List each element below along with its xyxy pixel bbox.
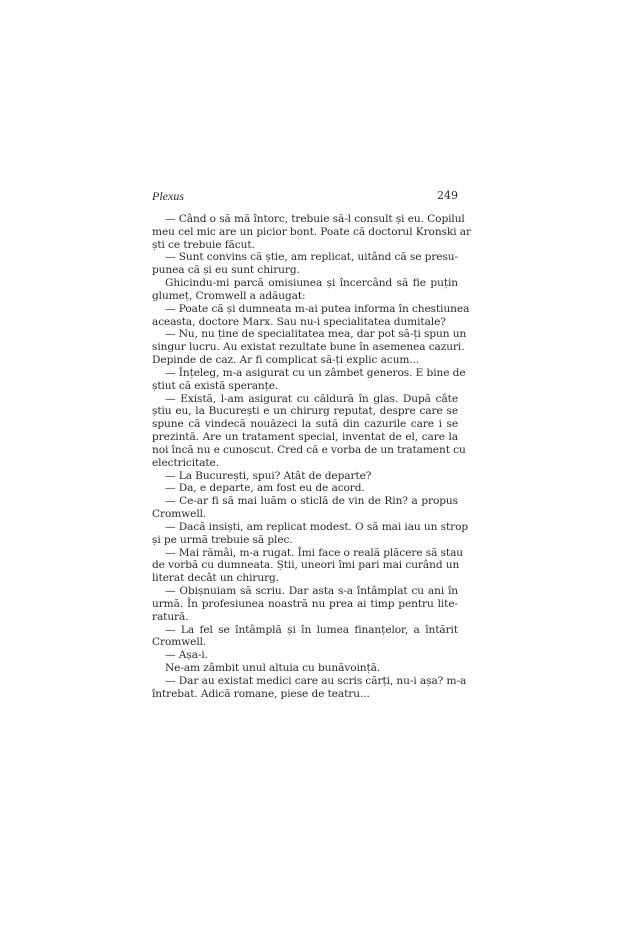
text-line: — Sunt convins că știe, am replicat, uitând că se presu- xyxy=(165,251,458,264)
paragraph xyxy=(152,328,467,367)
text-line: — Mai rămâi, m-a rugat. Îmi face o reală plăcere să stau xyxy=(165,546,464,559)
text-line: ști ce trebuie făcut. xyxy=(152,238,255,251)
paragraph xyxy=(152,624,458,650)
text-line: — Poate că și dumneata m-ai putea informa în chestiunea xyxy=(165,302,470,315)
text-line: și pe urmă trebuie să plec. xyxy=(152,533,293,546)
text-line: literat decât un chirurg. xyxy=(152,572,279,585)
text-line: — Ce-ar fi să mai luăm o sticlă de vin de Rin? a propus xyxy=(165,495,458,508)
text-line: știu eu, la București e un chirurg reputat, despre care se xyxy=(152,405,458,418)
text-line: Ne-am zâmbit unul altuia cu bunăvoință. xyxy=(165,661,381,674)
page-number: 249 xyxy=(437,189,458,202)
paragraph xyxy=(152,662,458,675)
running-title: Plexus xyxy=(152,189,184,203)
paragraph xyxy=(152,649,458,662)
text-line: — Da, e departe, am fost eu de acord. xyxy=(165,482,365,495)
text-line: — Așa-i. xyxy=(165,649,208,662)
paragraph xyxy=(152,251,458,277)
text-line: punea că și eu sunt chirurg. xyxy=(152,264,300,277)
text-line: meu cel mic are un picior bont. Poate că doctorul Kronski ar xyxy=(152,225,471,238)
text-line: — Obișnuiam să scriu. Dar asta s-a întâmplat cu ani în xyxy=(165,585,458,598)
text-line: — Există, l-am asigurat cu căldură în glas. După câte xyxy=(165,392,458,405)
text-line: Cromwell. xyxy=(152,636,207,649)
paragraph xyxy=(152,585,458,623)
text-line: urmă. În profesiunea noastră nu prea ai timp pentru lite- xyxy=(152,597,458,610)
text-line: electricitate. xyxy=(152,456,219,469)
paragraph xyxy=(152,302,470,329)
paragraph xyxy=(152,495,458,521)
text-line: — La București, spui? Atât de departe? xyxy=(165,469,372,482)
page-header xyxy=(152,189,458,205)
text-line: știut că există speranțe. xyxy=(152,379,279,392)
text-line: aceasta, doctore Marx. Sau nu-i specialitatea dumitale? xyxy=(152,315,446,328)
body-text xyxy=(152,213,471,700)
paragraph xyxy=(152,674,467,701)
text-line: Ghicindu-mi parcă omisiunea și încercând să fie puțin xyxy=(165,277,458,290)
text-line: spune că vindecă nouăzeci la sută din cazurile care i se xyxy=(152,418,458,431)
text-line: — La fel se întâmplă și în lumea finanțelor, a întărit xyxy=(165,623,458,636)
paragraph xyxy=(152,520,469,547)
text-line: glumeț, Cromwell a adăugat: xyxy=(152,289,306,302)
paragraph xyxy=(152,470,458,483)
paragraph xyxy=(152,277,458,303)
paragraph xyxy=(152,546,464,585)
paragraph xyxy=(152,482,458,495)
text-line: ratură. xyxy=(152,610,189,623)
text-line: — Nu, nu ține de specialitatea mea, dar pot să-ți spun un xyxy=(165,328,467,341)
text-line: noi încă nu e cunoscut. Cred că e vorba de un tratament cu xyxy=(152,443,466,456)
text-line: — Când o să mă întorc, trebuie să-l consult și eu. Copilul xyxy=(165,213,465,225)
text-line: — Dacă insiști, am replicat modest. O să mai iau un strop xyxy=(165,520,469,533)
paragraph xyxy=(152,366,466,393)
text-line: singur lucru. Au existat rezultate bune în asemenea cazuri. xyxy=(152,341,465,354)
paragraph xyxy=(152,213,471,251)
paragraph xyxy=(152,392,466,470)
text-line: de vorbă cu dumneata. Știi, uneori îmi pari mai curând un xyxy=(152,559,460,572)
text-line: întrebat. Adică romane, piese de teatru... xyxy=(152,687,370,700)
text-line: — Dar au existat medici care au scris cărți, nu-i așa? m-a xyxy=(165,674,467,687)
text-line: Cromwell. xyxy=(152,508,207,521)
text-line: prezintă. Are un tratament special, inventat de el, care la xyxy=(152,431,458,444)
text-line: Depinde de caz. Ar fi complicat să-ți explic acum... xyxy=(152,354,420,367)
text-line: — Înțeleg, m-a asigurat cu un zâmbet generos. E bine de xyxy=(165,366,466,379)
